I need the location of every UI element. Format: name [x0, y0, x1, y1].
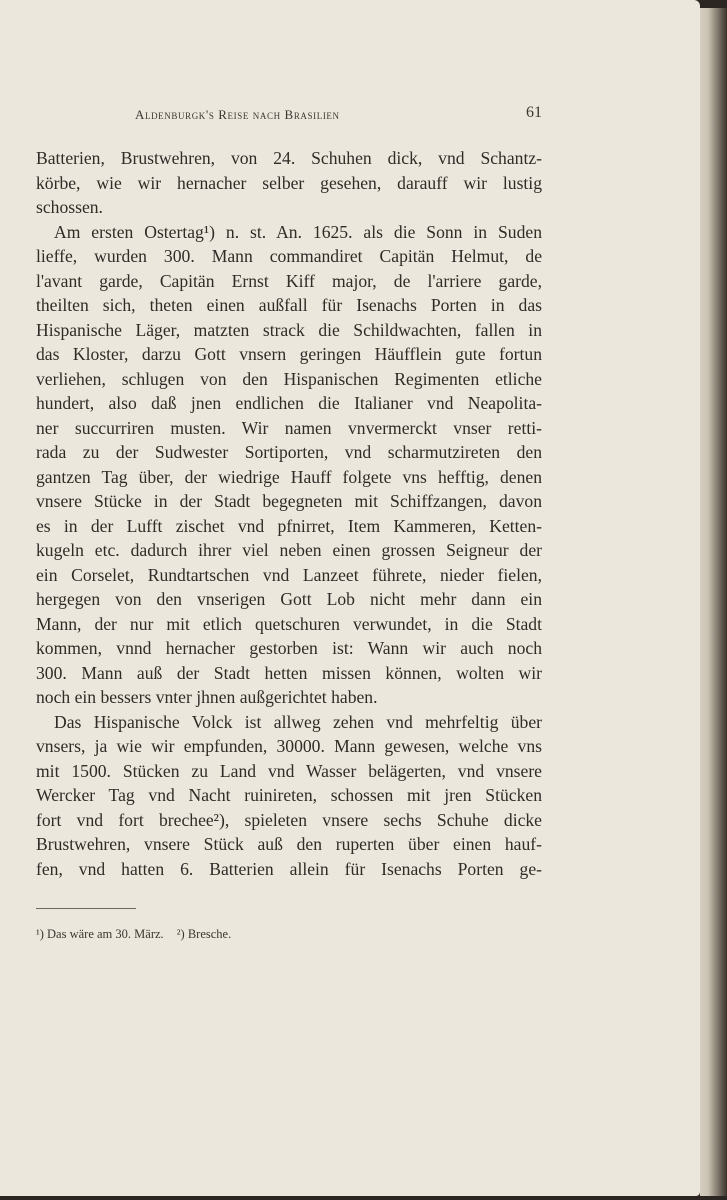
text-line: Am ersten Ostertag¹) n. st. An. 1625. als die Sonn in Suden [54, 221, 542, 242]
text-line: fen, vnd hatten 6. Batterien allein für Isenachs Porten ge- [36, 858, 542, 879]
paragraph-2 [36, 220, 542, 710]
text-line: Hispanische Läger, matzten strack die Schildwachten, fallen in [36, 319, 542, 340]
text-line: gantzen Tag über, der wiedrige Hauff folgete vns hefftig, denen [36, 466, 542, 487]
body-text [36, 146, 542, 881]
text-line: vnsers, ja wie wir empfunden, 30000. Mann gewesen, welche vns [36, 736, 542, 756]
footnote-2: ²) Bresche. [176, 927, 232, 941]
text-line: mit 1500. Stücken zu Land vnd Wasser belägerten, vnd vnsere [36, 760, 542, 781]
page-header [36, 104, 542, 126]
text-line: Wercker Tag vnd Nacht ruinireten, schossen mit jren Stücken [36, 785, 542, 805]
text-line: fort vnd fort brechee²), spieleten vnsere sechs Schuhe dicke [36, 809, 542, 830]
text-line: lieffe, wurden 300. Mann commandiret Capitän Helmut, de [36, 246, 542, 266]
text-line: kugeln etc. dadurch ihrer viel neben einen grossen Seigneur der [36, 540, 542, 560]
text-line: das Kloster, darzu Gott vnsern geringen Häufflein gute fortun [36, 344, 542, 364]
text-line: vnsere Stücke in der Stadt begegneten mit Schiffzangen, davon [36, 491, 542, 511]
text-line: ein Corselet, Rundtartschen vnd Lanzeet führete, nieder fielen, [36, 564, 542, 585]
text-line: theilten sich, theten einen außfall für Isenachs Porten in das [36, 295, 542, 315]
footnote-1: ¹) Das wäre am 30. März. [36, 927, 164, 941]
text-line: Brustwehren, vnsere Stück auß den ruperten über einen hauf- [36, 834, 542, 854]
text-line: hundert, also daß jnen endlichen die Italianer vnd Neapolita- [36, 393, 542, 413]
page-number: 61 [526, 104, 542, 121]
text-line: verliehen, schlugen von den Hispanischen Regimenten etliche [36, 368, 542, 389]
text-line: rada zu der Sudwester Sortiporten, vnd scharmutzireten den [36, 442, 542, 462]
text-line: schossen. [36, 197, 103, 217]
page-edge-shadow [700, 8, 727, 1196]
paragraph-3 [36, 710, 542, 882]
footnotes [36, 927, 241, 942]
text-line: körbe, wie wir hernacher selber gesehen, darauff wir lustig [36, 172, 542, 193]
text-line: es in der Lufft zischet vnd pfnirret, Item Kammeren, Ketten- [36, 515, 542, 536]
text-line: Das Hispanische Volck ist allweg zehen vnd mehrfeltig über [54, 711, 542, 732]
running-title: Aldenburgk's Reise nach Brasilien [135, 107, 340, 122]
text-line: ner succurriren musten. Wir namen vnvermerckt vnser retti- [36, 417, 542, 438]
paragraph-1 [36, 146, 542, 220]
text-line: hergegen von den vnserigen Gott Lob nicht mehr dann ein [36, 589, 542, 609]
text-line: noch ein bessers vnter jhnen außgerichtet haben. [36, 687, 378, 707]
text-line: Batterien, Brustwehren, von 24. Schuhen dick, vnd Schantz- [36, 148, 542, 168]
text-line: 300. Mann auß der Stadt hetten missen können, wolten wir [36, 662, 542, 683]
text-line: l'avant garde, Capitän Ernst Kiff major, de l'arriere garde, [36, 270, 542, 291]
footnote-divider [36, 908, 136, 909]
text-line: Mann, der nur mit etlich quetschuren verwundet, in die Stadt [36, 613, 542, 634]
text-line: kommen, vnnd hernacher gestorben ist: Wann wir auch noch [36, 638, 542, 658]
